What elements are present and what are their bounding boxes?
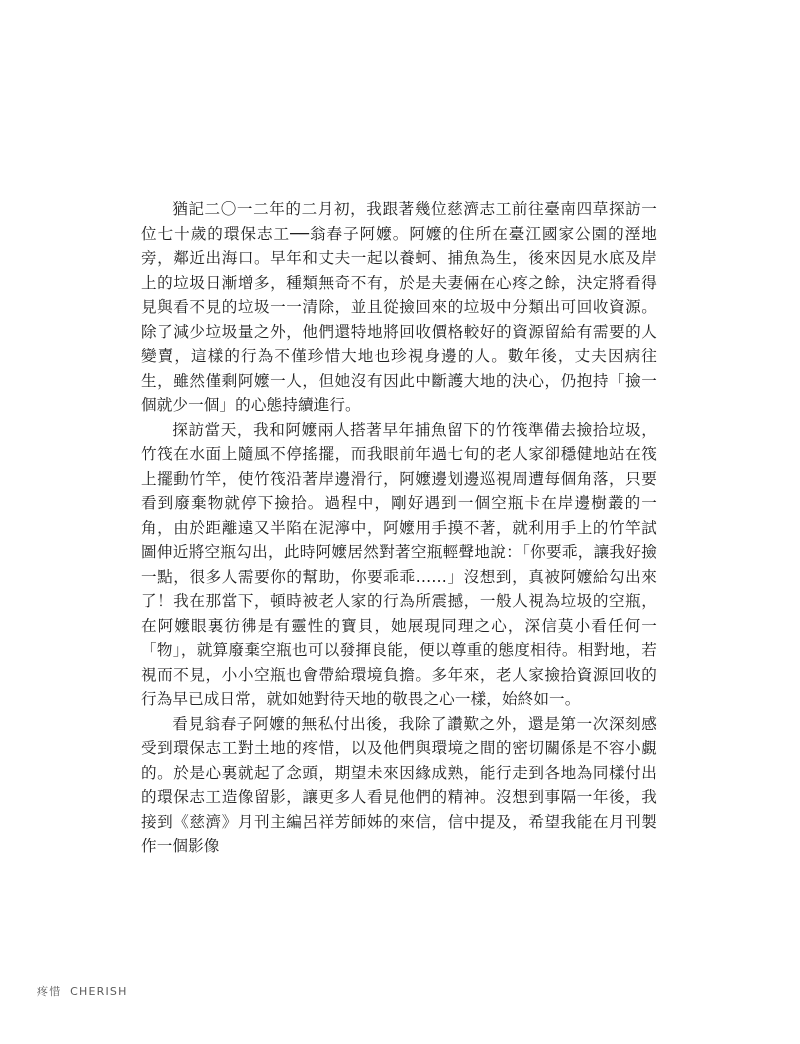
footer-title-zh: 疼惜 xyxy=(37,985,62,998)
footer-title-en: CHERISH xyxy=(70,985,128,998)
article-body xyxy=(141,197,657,859)
page-footer xyxy=(37,983,128,999)
paragraph-3: 看見翁春子阿嬤的無私付出後，我除了讚歎之外，還是第一次深刻感受到環保志工對土地的疼惜，以及他們與環境之間的密切關係是不容小覷的。於是心裏就起了念頭，期望未來因緣成熟，能行走到各地為同樣付出的環保志工造像留影，讓更多人看見他們的精神。沒想到事隔一年後，我接到《慈濟》月刊主編呂祥芳師姊的來信，信中提及，希望我能在月刊製作一個影像 xyxy=(141,714,657,855)
paragraph-2: 探訪當天，我和阿嬤兩人搭著早年捕魚留下的竹筏準備去撿拾垃圾，竹筏在水面上隨風不停搖擺，而我眼前年過七旬的老人家卻穩健地站在筏上擺動竹竿，使竹筏沿著岸邊滑行，阿嬤邊划邊巡視周遭每個角落，只要看到廢棄物就停下撿拾。過程中，剛好遇到一個空瓶卡在岸邊樹叢的一角，由於距離遠又半陷在泥濘中，阿嬤用手摸不著，就利用手上的竹竿試圖伸近將空瓶勾出，此時阿嬤居然對著空瓶輕聲地說：「你要乖，讓我好撿一點，很多人需要你的幫助，你要乖乖……」沒想到，真被阿嬤給勾出來了！我在那當下，頓時被老人家的行為所震撼，一般人視為垃圾的空瓶，在阿嬤眼裏彷彿是有靈性的寶貝，她展現同理之心，深信莫小看任何一「物」，就算廢棄空瓶也可以發揮良能，便以尊重的態度相待。相對地，若視而不見，小小空瓶也會帶給環境負擔。多年來，老人家撿拾資源回收的行為早已成日常，就如她對待天地的敬畏之心一樣，始終如一。 xyxy=(141,420,657,708)
paragraph-1: 猶記二〇一二年的二月初，我跟著幾位慈濟志工前往臺南四草探訪一位七十歲的環保志工──翁春子阿嬤。阿嬤的住所在臺江國家公園的溼地旁，鄰近出海口。早年和丈夫一起以養蚵、捕魚為生，後來因見水底及岸上的垃圾日漸增多，種類無奇不有，於是夫妻倆在心疼之餘，決定將看得見與看不見的垃圾一一清除，並且從撿回來的垃圾中分類出可回收資源。除了減少垃圾量之外，他們還特地將回收價格較好的資源留給有需要的人變賣，這樣的行為不僅珍惜大地也珍視身邊的人。數年後，丈夫因病往生，雖然僅剩阿嬤一人，但她沒有因此中斷護大地的決心，仍抱持「撿一個就少一個」的心態持續進行。 xyxy=(141,200,657,414)
